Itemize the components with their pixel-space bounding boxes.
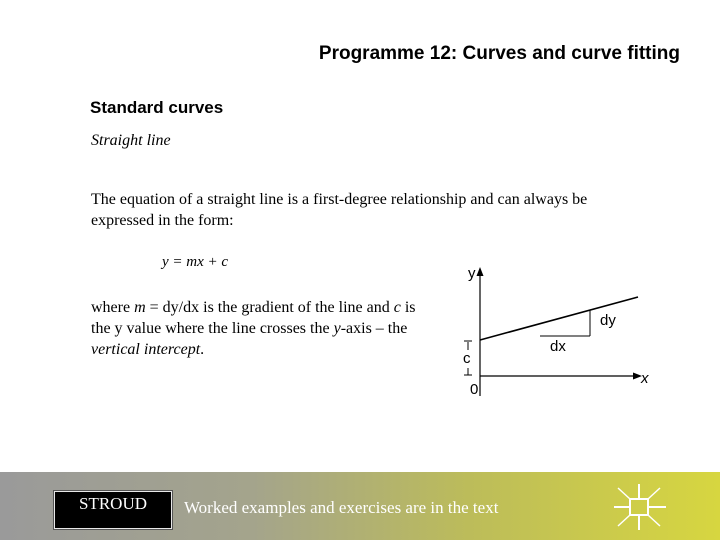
intro-paragraph: The equation of a straight line is a first-degree relationship and can always be expressed in the form: — [91, 191, 588, 229]
y-axis-arrow — [477, 267, 484, 276]
y-axis-label: y — [468, 265, 476, 282]
line-equation: y = mx + c — [162, 254, 229, 270]
explanation-text: is the y value where the line crosses the — [91, 299, 416, 337]
explanation-text: = dy/dx is the gradient of the line and — [145, 299, 394, 316]
programme-title: Programme 12: Curves and curve fitting — [318, 43, 680, 64]
origin-label: 0 — [470, 381, 479, 398]
explanation-text: where — [91, 299, 135, 316]
straight-line-graph — [440, 258, 660, 403]
dy-label: dy — [600, 312, 616, 329]
section-heading: Standard curves — [90, 98, 224, 117]
intercept-label: c — [463, 350, 471, 367]
vertical-intercept-term: vertical intercept — [91, 341, 201, 358]
subsection-heading: Straight line — [91, 132, 171, 149]
network-icon — [612, 482, 668, 532]
footer-note: Worked examples and exercises are in the text — [184, 498, 499, 517]
explanation-text: -axis – the — [340, 320, 408, 337]
dx-label: dx — [550, 338, 566, 355]
y-symbol: y — [333, 320, 341, 337]
explanation-paragraph — [91, 297, 421, 360]
explanation-text: . — [200, 341, 205, 358]
gradient-symbol: m — [134, 299, 146, 316]
stroud-logo: STROUD — [54, 491, 172, 529]
x-axis-label: x — [641, 370, 649, 387]
intercept-symbol: c — [393, 299, 401, 316]
footer-bar — [0, 472, 720, 540]
